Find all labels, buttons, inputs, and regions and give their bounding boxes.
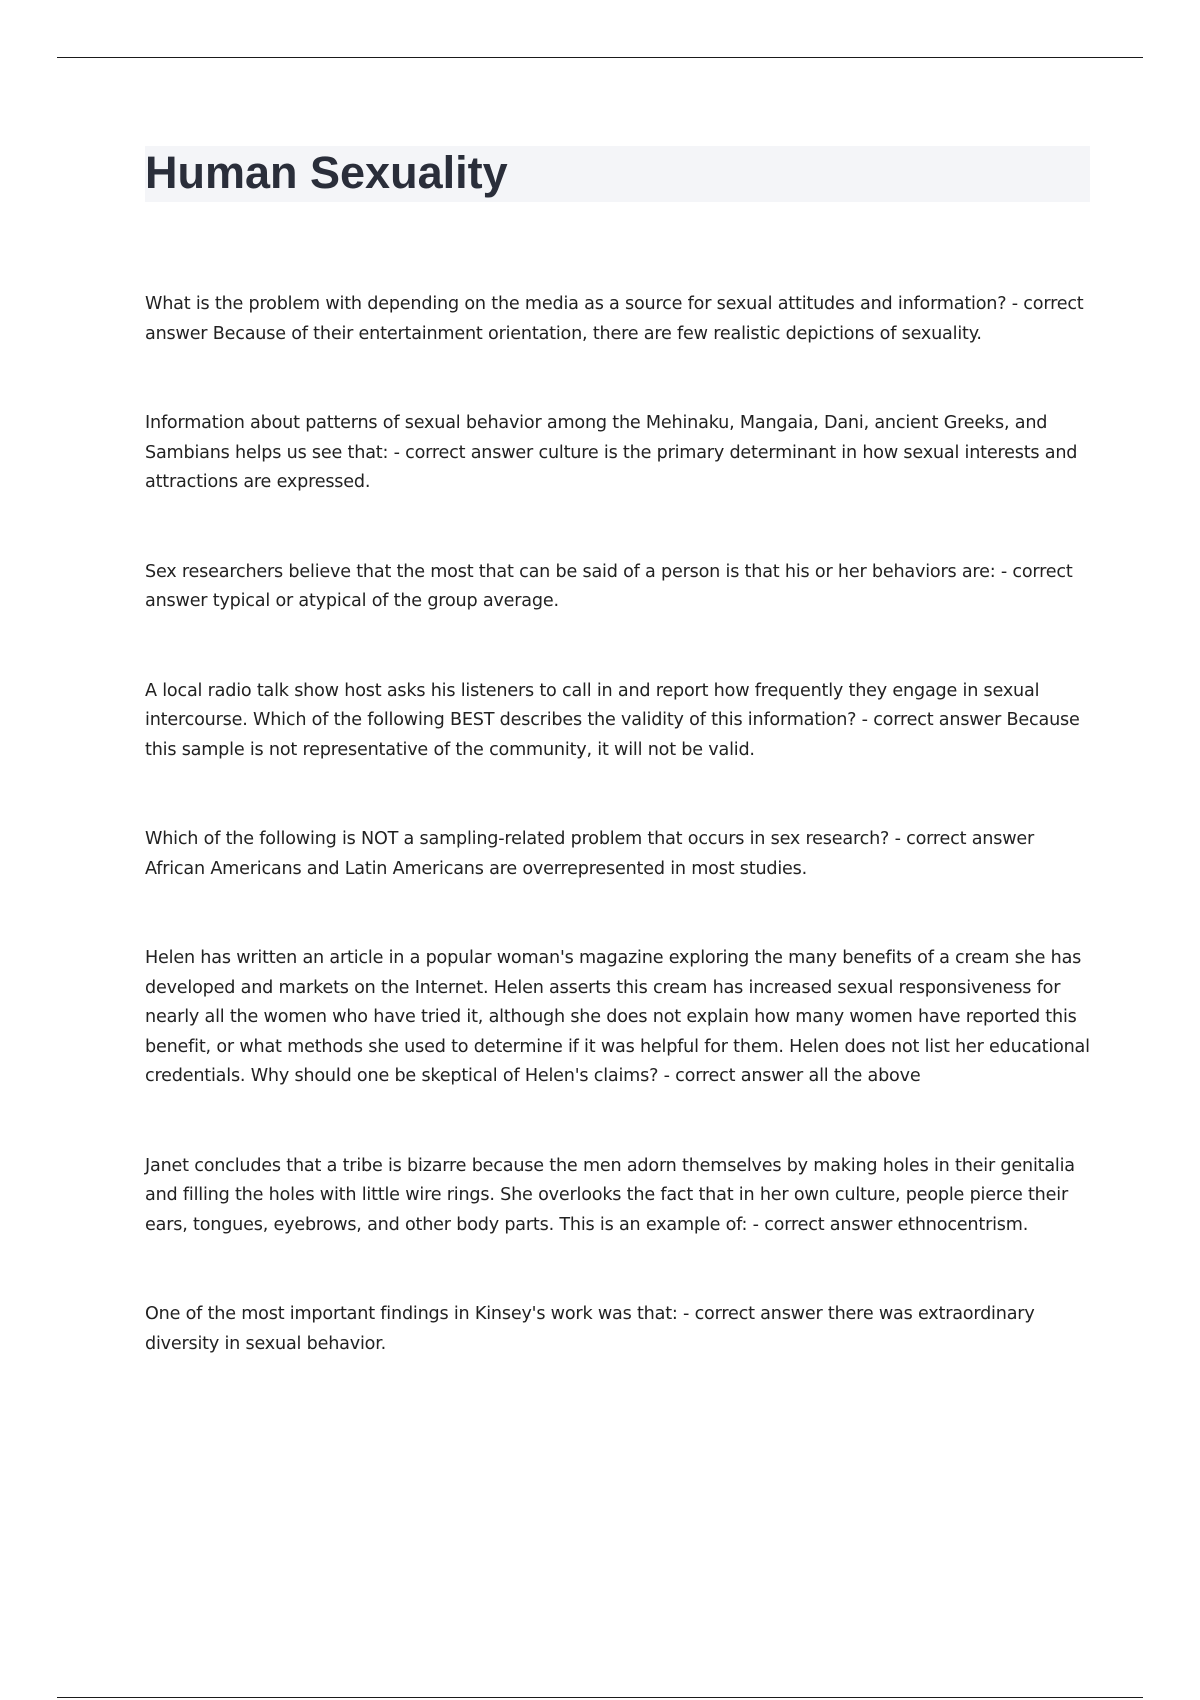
document-title: Human Sexuality: [145, 147, 508, 198]
bottom-divider: [57, 1697, 1143, 1698]
qa-item-1: What is the problem with depending on the media as a source for sexual attitudes and information? - correct answer Because of their entertainment orientation, there are few realistic depictions of sexuality.: [145, 294, 1084, 344]
qa-item-2: Information about patterns of sexual behavior among the Mehinaku, Mangaia, Dani, ancient Greeks, and Sambians helps us see that: - correct answer culture is the primary determinant in how sexual interests and attractions are expressed.: [145, 413, 1078, 492]
qa-item-8: One of the most important findings in Kinsey's work was that: - correct answer there was extraordinary diversity in sexual behavior.: [145, 1304, 1035, 1354]
qa-item-3: Sex researchers believe that the most that can be said of a person is that his or her behaviors are: - correct answer typical or atypical of the group average.: [145, 561, 1073, 611]
top-divider: [57, 57, 1143, 58]
qa-item-7: Janet concludes that a tribe is bizarre because the men adorn themselves by making holes in their genitalia and filling the holes with little wire rings. She overlooks the fact that in her own culture, people pierce their ears, tongues, eyebrows, and other body parts. This is an example of: - correct answer ethnocentrism.: [145, 1155, 1075, 1235]
qa-item-6: Helen has written an article in a popular woman's magazine exploring the many benefits of a cream she has developed and markets on the Internet. Helen asserts this cream has increased sexual responsiveness for nearly all the women who have tried it, although she does not explain how many women have reported this benefit, or what methods she used to determine if it was helpful for them. Helen does not list her educational credentials. Why should one be skeptical of Helen's claims? - correct answer all the above: [145, 948, 1090, 1086]
qa-item-4: A local radio talk show host asks his listeners to call in and report how frequently they engage in sexual intercourse. Which of the following BEST describes the validity of this information? - correct answer Because this sample is not representative of the community, it will not be valid.: [145, 680, 1080, 760]
question-answer-list: [145, 290, 1090, 1419]
qa-item-5: Which of the following is NOT a sampling-related problem that occurs in sex research? - correct answer African Americans and Latin Americans are overrepresented in most studies.: [145, 829, 1035, 879]
